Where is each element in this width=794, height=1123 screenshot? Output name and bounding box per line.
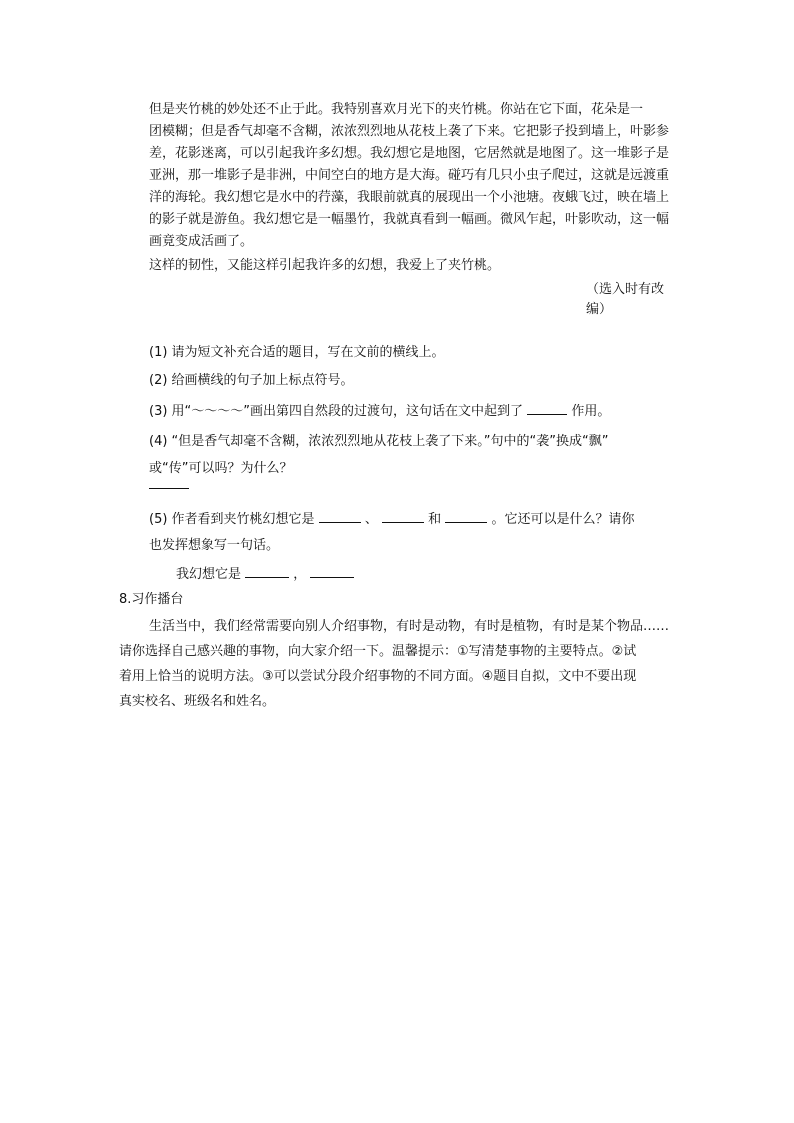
source-note-1: （选入时有改 bbox=[586, 282, 665, 297]
question-3-suffix: 作用。 bbox=[571, 404, 611, 419]
question-5-cont: 也发挥想象写一句话。 bbox=[149, 538, 280, 553]
answer-blank[interactable] bbox=[382, 510, 424, 523]
answer-blank[interactable] bbox=[245, 565, 289, 578]
passage-line-4: 亚洲，那一堆影子是非洲，中间空白的地方是大海。碰巧有几只小虫子爬过，这就是远渡重 bbox=[149, 168, 670, 183]
question-5-sep: ， bbox=[293, 567, 307, 582]
answer-blank[interactable] bbox=[527, 402, 567, 415]
question-5-suffix: 。它还可以是什么？请你 bbox=[491, 512, 635, 527]
question-3 bbox=[149, 402, 610, 421]
passage-line-2: 团模糊；但是香气却毫不含糊，浓浓烈烈地从花枝上袭了下来。它把影子投到墙上，叶影参 bbox=[149, 124, 670, 139]
question-4-cont: 或“传”可以吗？为什么？ bbox=[149, 461, 293, 476]
passage-line-8: 这样的韧性，又能这样引起我许多的幻想，我爱上了夹竹桃。 bbox=[149, 258, 501, 273]
question-4: (4) “但是香气却毫不含糊，浓浓烈烈地从花枝上袭了下来。”句中的“袭”换成“飘” bbox=[149, 434, 609, 449]
question-1: (1) 请为短文补充合适的题目，写在文前的横线上。 bbox=[149, 345, 445, 360]
passage-line-3: 差，花影迷离，可以引起我许多幻想。我幻想它是地图，它居然就是地图了。这一堆影子是 bbox=[149, 146, 670, 161]
question-5-prompt: 我幻想它是 bbox=[176, 567, 242, 582]
section-8-line-1: 生活当中，我们经常需要向别人介绍事物，有时是动物，有时是植物，有时是某个物品…… bbox=[149, 619, 670, 634]
passage-line-7: 画竟变成活画了。 bbox=[149, 234, 254, 249]
answer-blank[interactable] bbox=[149, 488, 189, 489]
section-8-line-2: 请你选择自己感兴趣的事物，向大家介绍一下。温馨提示：①写清楚事物的主要特点。②试 bbox=[119, 644, 637, 659]
passage-line-5: 洋的海轮。我幻想它是水中的荇藻，我眼前就真的展现出一个小池塘。夜蛾飞过，映在墙上 bbox=[149, 190, 670, 205]
answer-blank[interactable] bbox=[310, 565, 354, 578]
question-5-write bbox=[176, 565, 354, 584]
passage-line-6: 的影子就是游鱼。我幻想它是一幅墨竹，我就真看到一幅画。微风乍起，叶影吹动，这一幅 bbox=[149, 212, 670, 227]
question-5-sep: 和 bbox=[428, 512, 442, 527]
source-note-2: 编） bbox=[586, 302, 613, 317]
section-8-line-4: 真实校名、班级名和姓名。 bbox=[119, 694, 276, 709]
passage-line-1: 但是夹竹桃的妙处还不止于此。我特别喜欢月光下的夹竹桃。你站在它下面，花朵是一 bbox=[149, 102, 644, 117]
answer-blank[interactable] bbox=[319, 510, 361, 523]
question-5 bbox=[149, 510, 634, 529]
question-5-sep: 、 bbox=[364, 512, 378, 527]
answer-blank[interactable] bbox=[445, 510, 487, 523]
section-8-line-3: 着用上恰当的说明方法。③可以尝试分段介绍事物的不同方面。④题目自拟，文中不要出现 bbox=[119, 669, 637, 684]
question-2: (2) 给画横线的句子加上标点符号。 bbox=[149, 373, 354, 388]
question-5-text: (5) 作者看到夹竹桃幻想它是 bbox=[149, 512, 315, 527]
question-3-text: (3) 用“～～～～”画出第四自然段的过渡句，这句话在文中起到了 bbox=[149, 404, 524, 419]
section-8-heading: 8.习作播台 bbox=[119, 592, 184, 607]
